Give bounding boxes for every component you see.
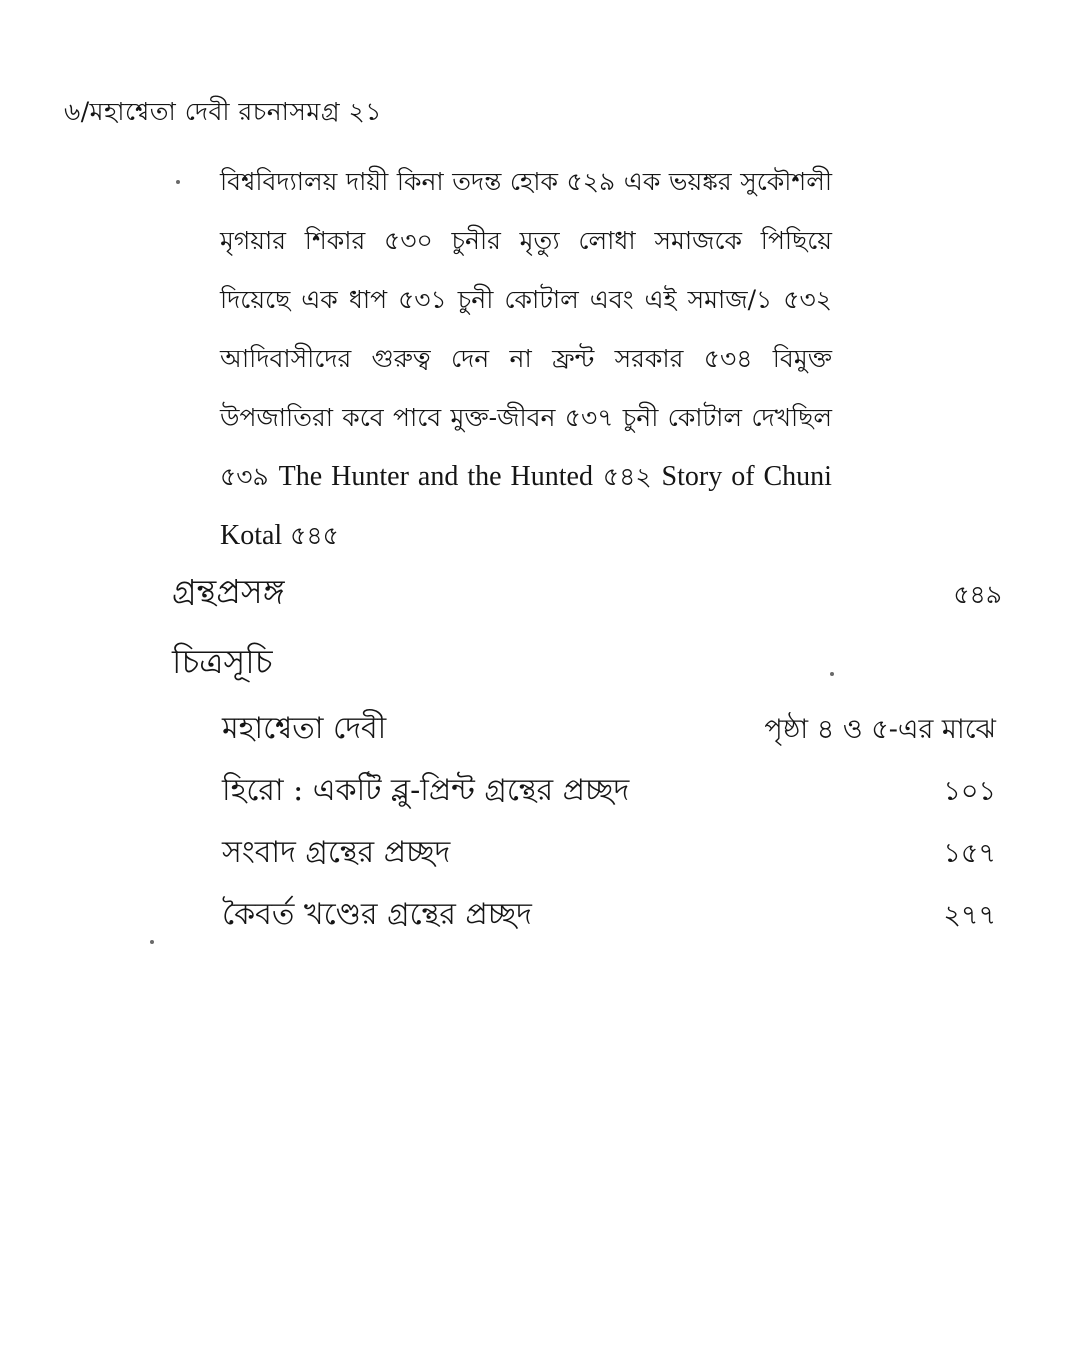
section-granthaprasanga-title: গ্রন্থপ্রসঙ্গ [172,572,285,611]
list-item [222,766,996,828]
illustration-caption: হিরো : একটি ব্লু-প্রিন্ট গ্রন্থের প্রচ্ছদ [222,773,630,808]
contents-entry-chuni-title: Story of Chuni Kotal [220,461,832,551]
illustration-caption: কৈবর্ত খণ্ডের গ্রন্থের প্রচ্ছদ [222,897,532,932]
contents-entry-chuni-page: ৫৪৫ [290,521,339,550]
section-granthaprasanga [172,566,1002,622]
list-item [222,704,996,766]
illustration-page: ২৭৭ [943,900,996,931]
list-item [222,890,996,952]
scan-speck [830,672,834,676]
illustration-list [222,704,996,952]
contents-paragraph [220,152,832,565]
scan-speck [176,180,180,184]
illustration-page: ১৫৭ [943,838,996,869]
illustration-page: পৃষ্ঠা ৪ ও ৫-এর মাঝে [764,714,996,745]
scan-speck [150,940,154,944]
illustration-caption: মহাশ্বেতা দেবী [222,711,387,746]
contents-entry-hunter-title: The Hunter and the Hunted [278,461,593,492]
list-item [222,828,996,890]
contents-entry-hunter-page: ৫৪২ [602,462,652,491]
running-header: ৬/মহাশ্বেতা দেবী রচনাসমগ্র ২১ [64,97,382,126]
section-chitrasuchi-title: চিত্রসূচি [172,642,273,681]
illustration-page: ১০১ [943,776,996,807]
contents-entries-bengali: বিশ্ববিদ্যালয় দায়ী কিনা তদন্ত হোক ৫২৯ এক ভয়ঙ্কর সুকৌশলী মৃগয়ার শিকার ৫৩০ চুনীর মৃত্যু লোধা সমাজকে পিছিয়ে দিয়েছে এক ধাপ ৫৩১ চুনী কোটাল এবং এই সমাজ/১ ৫৩২ আদিবাসীদের গুরুত্ব দেন না ফ্রন্ট সরকার ৫৩৪ বিমুক্ত উপজাতিরা কবে পাবে মুক্ত-জীবন ৫৩৭ চুনী কোটাল দেখছিল ৫৩৯ [220,167,832,491]
section-granthaprasanga-page: ৫৪৯ [953,580,1002,609]
illustration-caption: সংবাদ গ্রন্থের প্রচ্ছদ [222,835,451,870]
section-chitrasuchi [172,636,1002,692]
